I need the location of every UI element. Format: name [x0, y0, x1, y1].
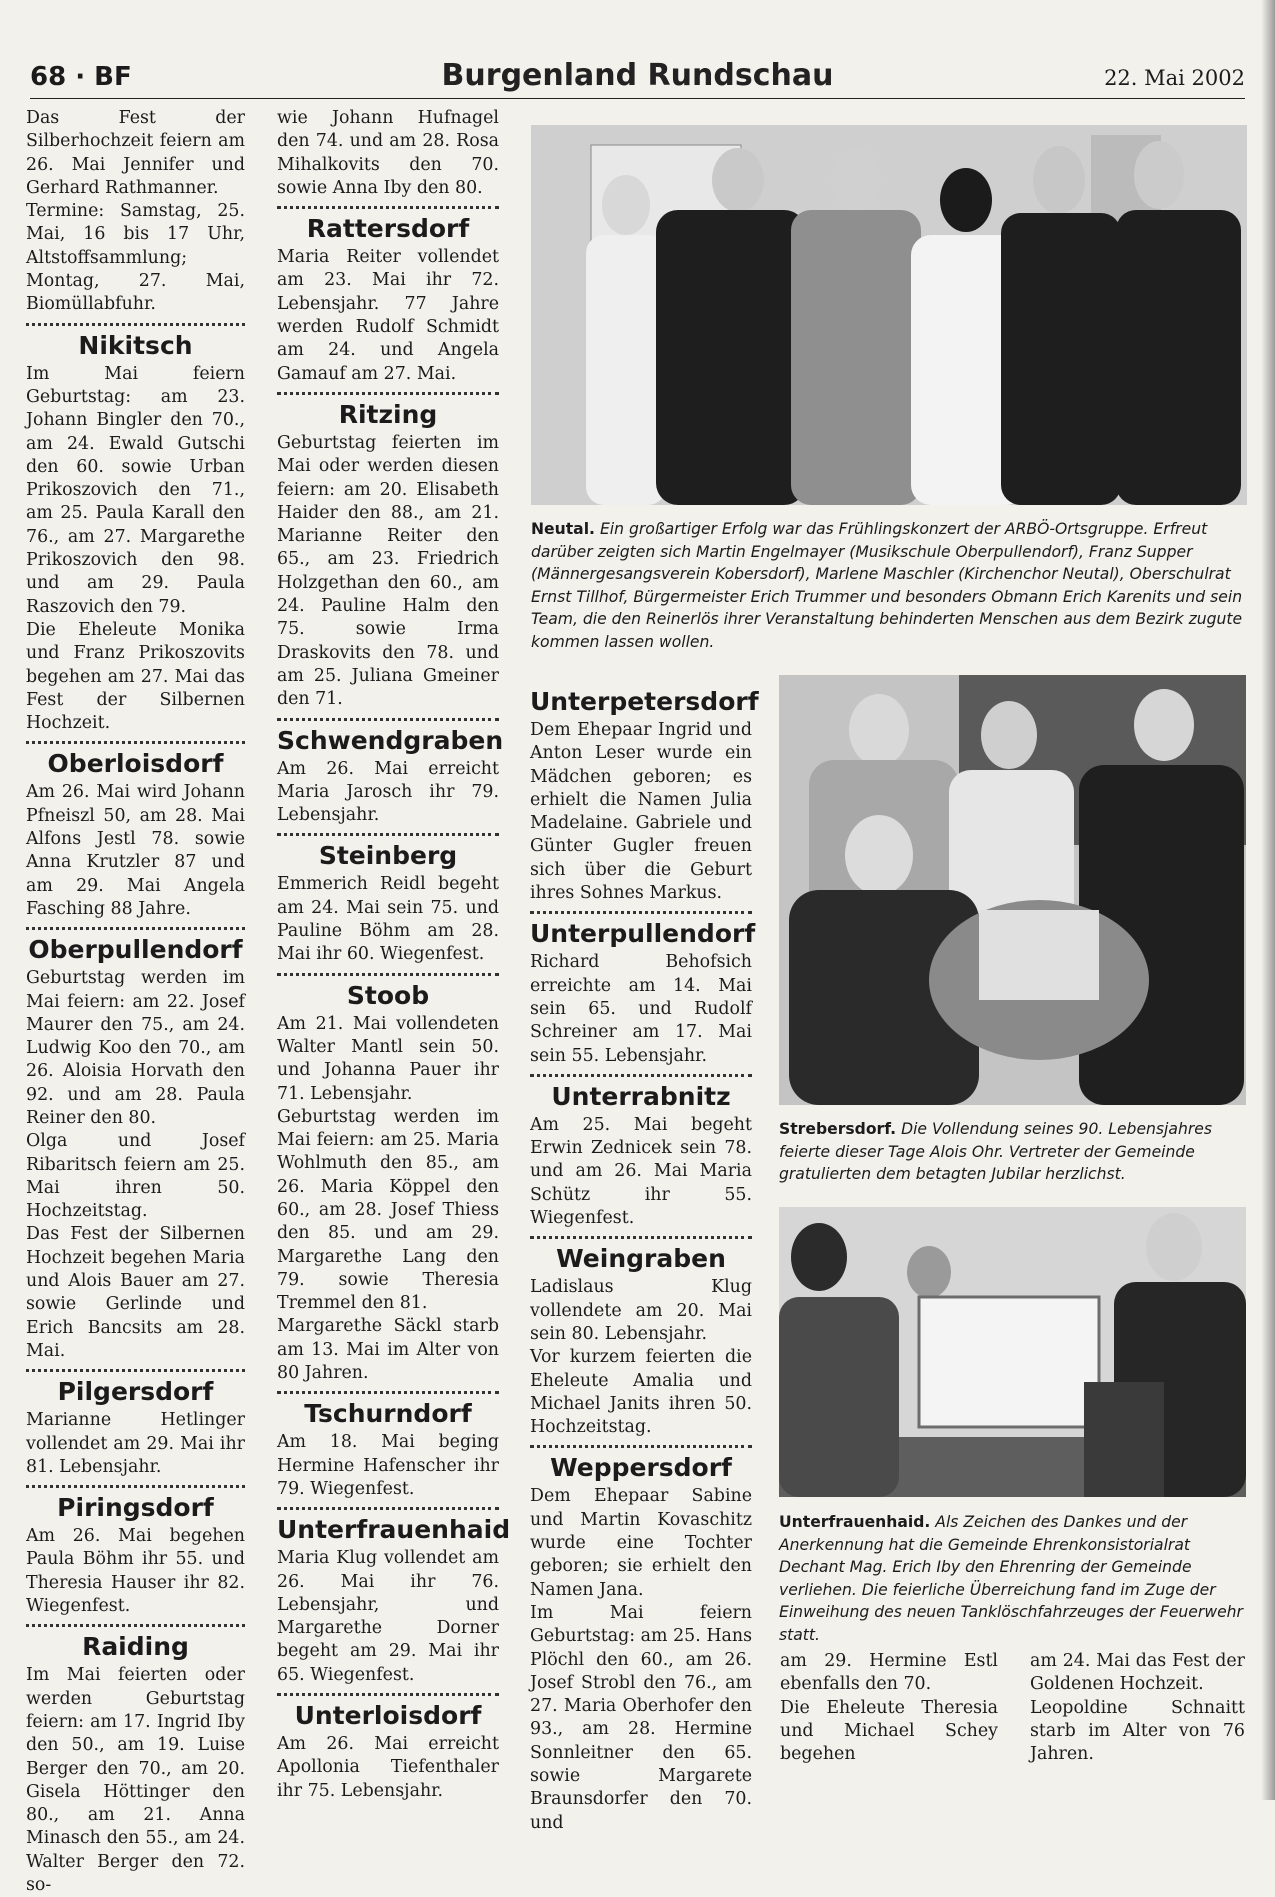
paragraph: Emmerich Reidl begeht am 24. Mai sein 75. und Pauline Böhm am 28. Mai ihr 60. Wiegenfest.: [277, 874, 499, 965]
section-heading: Oberpullendorf: [28, 935, 243, 965]
dotted-separator: [277, 1507, 499, 1510]
masthead: [30, 58, 1245, 99]
dotted-separator: [26, 741, 245, 744]
paragraph: Das Fest der Silberhochzeit feiern am 26. Mai Jennifer und Gerhard Rathmanner.: [26, 108, 245, 198]
photo-neutal: [531, 125, 1247, 505]
paragraph: Im Mai feiern Geburtstag: am 25. Hans Plöchl den 60., am 26. Josef Strobl den 76., am 27. Maria Oberhofer den 93., am 28. Hermine Sonnleitner den 65. sowie Margarete Braunsdorfer den 70. und: [530, 1602, 752, 1833]
caption-place: Unterfrauenhaid.: [779, 1513, 931, 1531]
paragraph: Olga und Josef Ribaritsch feiern am 25. Mai ihren 50. Hochzeitstag.: [26, 1131, 245, 1222]
column-4: [780, 1650, 998, 1766]
dotted-separator: [277, 392, 499, 395]
section-heading: Nikitsch: [78, 330, 193, 360]
section-heading: Unterfrauenhaid: [277, 1515, 511, 1545]
paragraph: Im Mai feiern Geburtstag: am 23. Johann Bingler den 70., am 24. Ewald Gutschi den 60. sowie Urban Prikoszovich den 71., am 25. Paula Karall den 76., am 27. Margarethe Prikoszovich den 98. und am 29. Paula Raszovich den 79.: [26, 363, 245, 617]
paragraph: Die Eheleute Monika und Franz Prikoszovits begehen am 27. Mai das Fest der Silbernen Hochzeit.: [26, 619, 245, 734]
dotted-separator: [530, 911, 752, 914]
section-heading: Weingraben: [556, 1244, 726, 1274]
paragraph: Am 25. Mai begeht Erwin Zednicek sein 78. und am 26. Mai Maria Schütz ihr 55. Wiegenfest.: [530, 1114, 752, 1229]
paragraph: Das Fest der Silbernen Hochzeit begehen Maria und Alois Bauer am 27. sowie Gerlinde und Erich Bancsits am 28. Mai.: [26, 1224, 245, 1361]
caption-text: Die Vollendung seines 90. Lebensjahres feierte dieser Tage Alois Ohr. Vertreter der Gemeinde gratulierten dem betagten Jubilar herzlichst.: [779, 1120, 1212, 1183]
paragraph: Maria Klug vollendet am 26. Mai ihr 76. Lebensjahr, und Margarethe Dorner begeht am 29. Mai ihr 65. Wiegenfest.: [277, 1548, 499, 1685]
paragraph: Am 21. Mai vollendeten Walter Mantl sein 50. und Johanna Pauer ihr 71. Lebensjahr.: [277, 1013, 499, 1104]
section-heading: Schwendgraben: [277, 725, 504, 755]
paragraph: Geburtstag werden im Mai feiern: am 25. Maria Wohlmuth den 85., am 26. Maria Köppel den 60., am 28. Josef Thiess den 85. und am 29. Margarethe Lang den 79. sowie Theresia Tremmel den 81.: [277, 1106, 499, 1314]
dotted-separator: [26, 1624, 245, 1627]
dotted-separator: [277, 833, 499, 836]
paragraph: Am 26. Mai wird Johann Pfneiszl 50, am 28. Mai Alfons Jestl 78. sowie Anna Krutzler 87 und am 29. Mai Angela Fasching 88 Jahre.: [26, 782, 245, 919]
section-heading: Unterpetersdorf: [530, 687, 759, 716]
column-1: [26, 107, 245, 1897]
paragraph: am 29. Hermine Estl ebenfalls den 70.: [780, 1651, 998, 1695]
paragraph: Leopoldine Schnaitt starb im Alter von 76 Jahren.: [1030, 1697, 1245, 1765]
section-heading: Piringsdorf: [57, 1493, 214, 1523]
dotted-separator: [277, 718, 499, 721]
dotted-separator: [530, 1074, 752, 1077]
section-heading: Oberloisdorf: [47, 749, 224, 779]
section-heading: Rattersdorf: [306, 214, 470, 244]
paragraph: Dem Ehepaar Ingrid und Anton Leser wurde ein Mädchen geboren; es erhielt die Namen Julia Madelaine. Gabriele und Günter Gugler freuen sich über die Geburt ihres Sohnes Markus.: [530, 720, 752, 904]
paragraph: Richard Behofsich erreichte am 14. Mai sein 65. und Rudolf Schreiner am 17. Mai sein 55. Lebensjahr.: [530, 952, 752, 1066]
section-heading: Ritzing: [338, 399, 438, 429]
dotted-separator: [26, 323, 245, 326]
caption-text: Ein großartiger Erfolg war das Frühlingskonzert der ARBÖ-Ortsgruppe. Erfreut darüber zeigten sich Martin Engelmayer (Musikschule Oberpullendorf), Franz Supper (Männergesangsverein Kobersdorf), Marlene Maschler (Kirchenchor Neutal), Oberschulrat Ernst Tillhof, Bürgermeister Erich Trummer und besonders Obmann Erich Karenits und sein Team, die den Reinerlös ihrer Veranstaltung behinderten Menschen aus dem Bezirk zugute kommen lassen wollen.: [531, 520, 1243, 651]
paragraph: am 24. Mai das Fest der Goldenen Hochzeit.: [1030, 1651, 1245, 1695]
paragraph: Dem Ehepaar Sabine und Martin Kovaschitz wurde eine Tochter geboren; sie erhielt den Namen Jana.: [530, 1486, 752, 1600]
paragraph: Geburtstag feierten im Mai oder werden diesen feiern: am 20. Elisabeth Haider den 88., am 21. Marianne Reiter den 65., am 23. Friedrich Holzgethan den 60., am 24. Pauline Halm den 75. sowie Irma Draskovits den 78. und am 25. Juliana Gmeiner den 71.: [277, 432, 499, 710]
paragraph: Maria Reiter vollendet am 23. Mai ihr 72. Lebensjahr. 77 Jahre werden Rudolf Schmidt am 24. und Angela Gamauf am 27. Mai.: [277, 247, 499, 384]
dotted-separator: [277, 1693, 499, 1696]
photo-strebersdorf: [779, 675, 1246, 1105]
dotted-separator: [26, 927, 245, 930]
caption-place: Strebersdorf.: [779, 1120, 897, 1138]
page-number: 68 · BF: [30, 62, 132, 92]
paragraph: Margarethe Säckl starb am 13. Mai im Alter von 80 Jahren.: [277, 1316, 499, 1384]
issue-date: 22. Mai 2002: [1104, 66, 1245, 90]
dotted-separator: [277, 206, 499, 209]
dotted-separator: [277, 1391, 499, 1394]
paragraph: Vor kurzem feierten die Eheleute Amalia und Michael Janits ihren 50. Hochzeitstag.: [530, 1347, 752, 1438]
section-heading: Weppersdorf: [550, 1453, 732, 1483]
paragraph: Am 26. Mai erreicht Apollonia Tiefenthaler ihr 75. Lebensjahr.: [277, 1734, 499, 1801]
column-2: [277, 107, 511, 1803]
caption-neutal: [531, 518, 1247, 653]
paragraph: Am 18. Mai beging Hermine Hafenscher ihr 79. Wiegenfest.: [277, 1432, 499, 1499]
paragraph: Die Eheleute Theresia und Michael Schey begehen: [780, 1697, 998, 1765]
section-heading: Tschurndorf: [304, 1399, 472, 1429]
section-heading: Raiding: [82, 1632, 189, 1662]
dotted-separator: [530, 1236, 752, 1239]
paragraph: Marianne Hetlinger vollendet am 29. Mai ihr 81. Lebensjahr.: [26, 1410, 245, 1477]
section-heading: Unterloisdorf: [294, 1701, 482, 1731]
section-heading: Unterpullendorf: [530, 919, 756, 949]
dotted-separator: [530, 1445, 752, 1448]
column-5: [1030, 1650, 1245, 1766]
dotted-separator: [277, 973, 499, 976]
page-edge-shadow: [1261, 0, 1275, 1800]
paragraph: Ladislaus Klug vollendete am 20. Mai sein 80. Lebensjahr.: [530, 1277, 752, 1344]
dotted-separator: [26, 1485, 245, 1488]
paragraph: Termine: Samstag, 25. Mai, 16 bis 17 Uhr, Altstoffsammlung; Montag, 27. Mai, Biomüllabfuhr.: [26, 201, 245, 315]
dotted-separator: [26, 1369, 245, 1372]
section-heading: Pilgersdorf: [57, 1377, 214, 1407]
paragraph: Geburtstag werden im Mai feiern: am 22. Josef Maurer den 75., am 24. Ludwig Koo den 70., am 26. Aloisia Horvath den 92. und am 28. Paula Reiner den 80.: [26, 968, 245, 1128]
strebersdorf-photo-graphic: [779, 675, 1246, 1105]
caption-unterfrauenhaid: [779, 1511, 1246, 1646]
caption-strebersdorf: [779, 1118, 1246, 1186]
section-heading: Unterrabnitz: [551, 1081, 731, 1111]
unterfrauenhaid-photo-graphic: [779, 1207, 1246, 1497]
paragraph: Im Mai feierten oder werden Geburtstag feiern: am 17. Ingrid Iby den 50., am 19. Luise Berger den 70., am 20. Gisela Höttinger den 80., am 21. Anna Minasch den 55., am 24. Walter Berger den 72. so-: [26, 1665, 245, 1895]
photo-unterfrauenhaid: [779, 1207, 1246, 1497]
neutal-photo-graphic: [531, 125, 1247, 505]
caption-text: Als Zeichen des Dankes und der Anerkennung hat die Gemeinde Ehrenkonsistorialrat Dechant Mag. Erich Iby den Ehrenring der Gemeinde verliehen. Die feierliche Überreichung fand im Zuge der Einweihung des neuen Tanklöschfahrzeuges der Feuerwehr statt.: [779, 1513, 1243, 1644]
section-heading: Stoob: [346, 980, 430, 1010]
caption-place: Neutal.: [531, 520, 595, 538]
column-3: [530, 686, 759, 1835]
section-heading: Steinberg: [318, 841, 458, 871]
paragraph: wie Johann Hufnagel den 74. und am 28. Rosa Mihalkovits den 70. sowie Anna Iby den 80.: [277, 108, 499, 198]
paragraph: Am 26. Mai begehen Paula Böhm ihr 55. und Theresia Hauser ihr 82. Wiegenfest.: [26, 1526, 245, 1617]
paper-title: Burgenland Rundschau: [441, 58, 834, 93]
paragraph: Am 26. Mai erreicht Maria Jarosch ihr 79. Lebensjahr.: [277, 758, 499, 826]
